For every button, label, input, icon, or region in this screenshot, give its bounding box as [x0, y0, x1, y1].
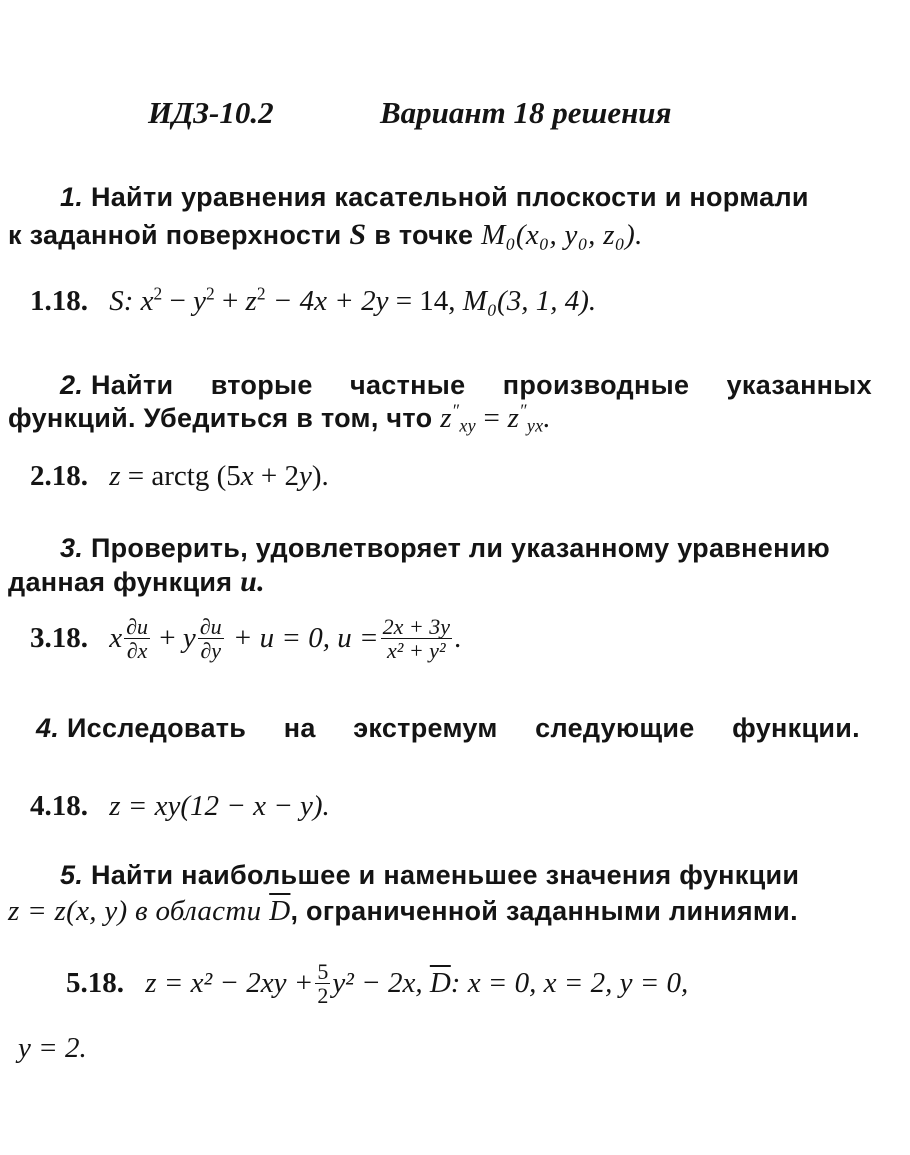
problem2-y: y — [299, 460, 312, 492]
problem3-dy: ∂y — [200, 638, 221, 664]
problem4-label: 4.18. — [30, 790, 88, 822]
problem2-close: ). — [311, 460, 329, 492]
problem3-du1: ∂u — [126, 614, 148, 639]
problem1-x: x — [140, 285, 154, 317]
problem2-eq: = arctg (5 — [127, 460, 241, 492]
task4-number: 4. — [36, 713, 60, 743]
problem3-numerator: 2x + 3y — [382, 614, 450, 639]
problem1-label: 1.18. — [30, 285, 88, 317]
problem5-frac-num: 5 — [317, 959, 329, 984]
task3-text1: Проверить, удовлетворяет ли указанному уравнению — [90, 533, 830, 563]
task4-word3: экстремум — [353, 713, 498, 743]
task5-D: $\overline{D}$ — [269, 895, 291, 927]
problem1-point: M₀(3, 1, 4). — [462, 285, 597, 317]
task1-text1: Найти уравнения касательной плоскости и нормали — [90, 182, 809, 212]
task1-number: 1. — [60, 182, 84, 212]
problem3-x: x — [109, 622, 123, 655]
task5-line2 — [8, 895, 798, 928]
task3-line2 — [8, 565, 265, 599]
problem3-du2: ∂u — [199, 614, 222, 639]
task4-word2: на — [283, 713, 316, 743]
problem1-sq1: 2 — [153, 283, 163, 304]
problem1-term2y: 2y — [361, 285, 389, 317]
task2-sub-yx: yx — [526, 415, 544, 436]
task2-text2: функций. Убедиться в том, что — [8, 403, 433, 433]
task2-word4: производные — [502, 370, 690, 400]
problem1 — [30, 285, 596, 318]
problem5-part3: : x = 0, x = 2, y = 0, — [450, 967, 689, 1000]
problem5-part1: z = x² − 2xy + — [145, 967, 314, 1000]
task3-line1 — [60, 533, 830, 564]
problem3-frac-u — [381, 615, 452, 662]
problem2-plus: + 2 — [260, 460, 300, 492]
task1-line2 — [8, 218, 643, 252]
task3-text2: данная функция — [8, 567, 233, 597]
problem1-y: y — [193, 285, 206, 317]
task5-text2-pre: z = z(x, y) в области — [8, 895, 262, 927]
problem2 — [30, 460, 329, 493]
task1-point: M₀(x₀, y₀, z₀). — [481, 219, 643, 251]
task2-mixed-derivatives — [440, 402, 551, 434]
task5-line1 — [60, 860, 799, 891]
variant-title: Вариант 18 решения — [380, 95, 672, 130]
task2-number: 2. — [60, 370, 84, 400]
problem5-D: $\overline{D}$ — [429, 967, 451, 1000]
problem4 — [30, 790, 330, 823]
problem1-eq: = 14, — [395, 285, 456, 317]
task4-word5: функции. — [732, 713, 860, 743]
task2-word2: вторые — [210, 370, 313, 400]
problem2-label: 2.18. — [30, 460, 88, 492]
task2-word5: указанных — [726, 370, 872, 400]
task2-dd2: ″ — [519, 400, 527, 421]
problem3-dot: . — [453, 622, 462, 655]
problem3-denominator: x² + y² — [386, 638, 446, 664]
problem3 — [30, 615, 461, 662]
problem1-minus: − — [169, 285, 186, 317]
task1-in-point: в точке — [374, 220, 474, 250]
task2-z2: z — [507, 402, 520, 434]
task3-number: 3. — [60, 533, 84, 563]
problem4-expr: z = xy(12 − x − y). — [109, 790, 330, 822]
task2-dot: . — [543, 402, 551, 434]
task3-u: u. — [240, 565, 265, 598]
problem3-u-eq: u = — [337, 622, 379, 655]
problem3-plus-u: + u = 0, — [232, 622, 330, 655]
task2-eq: = — [483, 402, 501, 434]
problem1-plus: + — [221, 285, 239, 317]
task1-line1 — [60, 182, 809, 213]
problem5-label: 5.18. — [66, 967, 124, 1000]
task2-word3: частные — [350, 370, 466, 400]
problem5-frac-den: 2 — [317, 983, 329, 1009]
task2-sub-xy: xy — [459, 415, 476, 436]
problem2-z: z — [109, 460, 121, 492]
task4-word1: Исследовать — [66, 713, 247, 743]
assignment-code: ИДЗ-10.2 — [148, 95, 274, 130]
problem3-frac-du-dx — [124, 615, 150, 662]
problem2-x: x — [240, 460, 254, 492]
problem3-plus: + — [159, 622, 176, 655]
problem3-dx: ∂x — [126, 638, 148, 664]
task4-line1 — [36, 713, 860, 744]
task2-line2 — [8, 402, 551, 435]
problem1-S: S: — [109, 285, 134, 317]
task1-text2: к заданной поверхности — [8, 220, 342, 250]
problem1-sq3: 2 — [256, 283, 266, 304]
problem3-label: 3.18. — [30, 622, 88, 655]
problem1-sq2: 2 — [205, 283, 215, 304]
problem5-line2: y = 2. — [18, 1032, 87, 1064]
problem1-term4x: − 4x + — [272, 285, 354, 317]
problem3-frac-du-dy — [198, 615, 224, 662]
problem5 — [66, 960, 688, 1007]
task5-number: 5. — [60, 860, 84, 890]
task2-line1 — [60, 370, 872, 401]
task4-word4: следующие — [535, 713, 695, 743]
task5-text1: Найти наибольшее и наменьшее значения функции — [90, 860, 800, 890]
task5-text2-post: , ограниченной заданными линиями. — [290, 896, 798, 926]
task1-surface: S — [349, 218, 367, 251]
problem5-part2: y² − 2x, — [332, 967, 423, 1000]
task2-z1: z — [440, 402, 452, 434]
problem5-frac — [315, 960, 330, 1007]
problem1-z: z — [245, 285, 257, 317]
task2-word1: Найти — [90, 370, 174, 400]
problem3-y: y — [182, 622, 196, 655]
task2-dd1: ″ — [451, 400, 460, 421]
